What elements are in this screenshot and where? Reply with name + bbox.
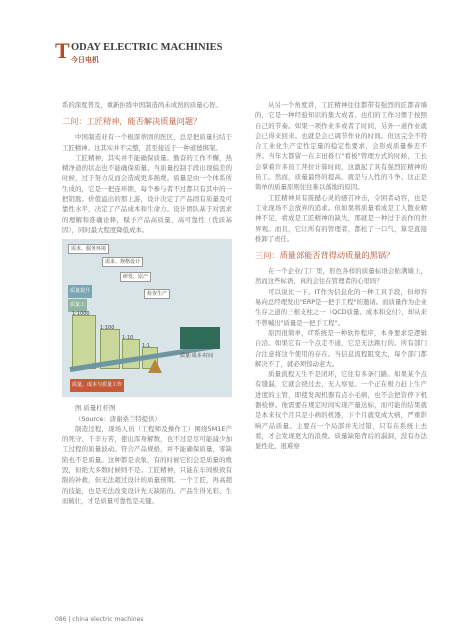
- section-heading-3-lead: 三问：: [255, 250, 280, 261]
- figure-ratio-2: 1:100: [100, 325, 115, 332]
- section-heading-3: [255, 249, 427, 261]
- figure-source: （Source：唐谢桑兰特提供）: [75, 414, 161, 423]
- magazine-subtitle: 今日电机: [71, 56, 99, 64]
- right-column: [255, 100, 427, 452]
- right-paragraph-6: 质量流程天生不是闭环，它往有多条门路。如果某个点有缝漏，它就会绕过去，无人察觉。一个正在极力赶上生产进度的主管，即使发现机器有点小毛病，也不会把资停下机器检修。他需要在规定时间实现产量达标，而可能的结果就是本来仅个月只是小病的机器，下个月就变成大病，严重影响产品质量。主要在一个局部并无过错，只有在系统上去看，才会发现更大的浪费。质量缺陷背后的漏洞，没有办法显性化，很难察: [255, 370, 427, 451]
- figure-quality-box: [180, 327, 220, 349]
- figure-ratio-4: 1:1: [142, 343, 151, 350]
- section-heading-2-rest: 能否解决质量问题？: [127, 116, 202, 127]
- section-heading-2: [62, 115, 232, 127]
- figure-block-3: [122, 339, 140, 369]
- left-paragraph-4: 制造过程，现场人员（工程师及操作工）围绕5M1E产的死守、千辛万苦，使出浑身解数，也不过是尽可能减少加工过程的质量波动。符合产品规格，并不能确保质量，零缺陷也不是质量。这种都是表象，有的时候它们会是质量的败毁，但绝大多数时候则不是。工匠精神，只能在车间极致有限的补救，但无法超过设计的质量预期。一个工匠，再高超的技能，也是无法改变设计先天缺陷的。产品生得光彩、生而破壮，才是质量可靠性是关键。: [62, 424, 232, 505]
- left-paragraph-2: 中国制造业有一个极深蒂固的医区，总是把质量归结于工匠精神。这其实并不完整，甚至接近于一种道德绑架。: [62, 133, 232, 152]
- left-paragraph-3: 工匠精神，其实并不能确保质量。勤奋的工作不懈，热精净道的状态也不能确保质量。当质量控制手段出现偏差的时候，过于努力反而会造成更多损费。质量是由一个体系所生成的，它是一把连环锁，每个参与者不过都只有其中的一把钥匙。价值溢出的那上游，设计决定了产品固有质量及可靠性水平，决定了产品成本和生命力。设计团队基于对需求的理解和准确诠释，赋予产品高质量、高可靠性（优质基因），同时最大程度降低成本。: [62, 153, 232, 234]
- section-heading-3-rest: 质量部能否背得动质量的黑锅？: [279, 250, 395, 261]
- section-heading-2-lead: 二问：工匠精神，: [62, 116, 128, 127]
- figure-caption-tag: 质量、成本与质量工作: [70, 379, 124, 391]
- page-footer: 086 | china electric machines: [55, 616, 144, 623]
- left-paragraph-1: 系的深度普及，重新拒练中国制造尚未成熟的质量心智。: [62, 101, 222, 109]
- figure-chip-1: 质量提升: [68, 285, 92, 297]
- figure-right-note: 质量·成本·时间: [180, 353, 214, 360]
- magazine-title: ODAY ELECTRIC MACHINIES: [71, 42, 223, 53]
- figure-label-4: 检查生产: [144, 289, 170, 299]
- figure-label-3: 研发、原产: [120, 272, 151, 282]
- figure-ratio-1: 1:1000: [72, 311, 90, 318]
- left-column: [62, 100, 232, 506]
- figure-fulcrum: [148, 359, 162, 373]
- figure-label-1: 需求、服务环境: [68, 244, 109, 254]
- right-paragraph-4: 可以说比一下。IT作为信息化的一种工具手段，但却容易向总经理发出"ERP是一把手工程"的邀请。而质量作为企业生存之道的三根支柱之一（QCD质量、成本和交付），却从来不曾喊出"质量是一把手工程"。: [255, 287, 427, 327]
- figure-label-2: 需求、规格设计: [102, 257, 143, 267]
- right-paragraph-5: 原因很简单，IT系统是一种软件程序，本身要求是逻辑自洽。如果它有一个点走不通，它是无法跳行的。所有部门合注意将这个使用的存在。当信息流程阻变大，每个部门都解决不了，就必须惊动老大。: [255, 328, 427, 368]
- figure-ratio-3: 1:10: [122, 335, 134, 342]
- figure-chip-2: 质量工: [68, 299, 87, 311]
- quality-lever-figure: [62, 239, 232, 397]
- figure-caption: 图 质量杠杆图: [75, 404, 116, 413]
- right-paragraph-3: 在一个企业/工厂里，形色各样的质量标语会贴满墙上，然而这些标语，真的会往在管理者的心里吗？: [255, 267, 427, 286]
- figure-block-1: [72, 315, 96, 369]
- masthead-initial: T: [55, 38, 70, 63]
- right-paragraph-1: 从另一个角度讲，工匠精神往往都带有强烈的匠都音墙的，它是一种经验知识的集大成者。也们的工作习惯于按照自己的节奏。如果一项作业多或者了时间，另外一道作业就会已得来回来。也就是会已调节作业的时间。但这完全不符合工业化生产定性定量的稳定性要求，会形成质量参差不齐。当年大都留一在丰田推行"看板"管理方式的时候，工长会掌着许多员工拜拉计算时间，这激起了具有强烈匠精神的员工。然而，质量最终的提高，就是与人性的斗争。这正是简单的质量原则往往难以落地的原因。: [255, 101, 427, 192]
- right-paragraph-2: 工匠精神具有震撼心灵的感召冲击，令困者动容，也是工业现场不会放弃的追求。但如果将质量看成是工人散业精神不足，看成是工匠精神的缺失，那就是一种过于表作的世界观。而且，它让所有的管理者，都松了一口气，算是直接推卸了责任。: [255, 193, 427, 243]
